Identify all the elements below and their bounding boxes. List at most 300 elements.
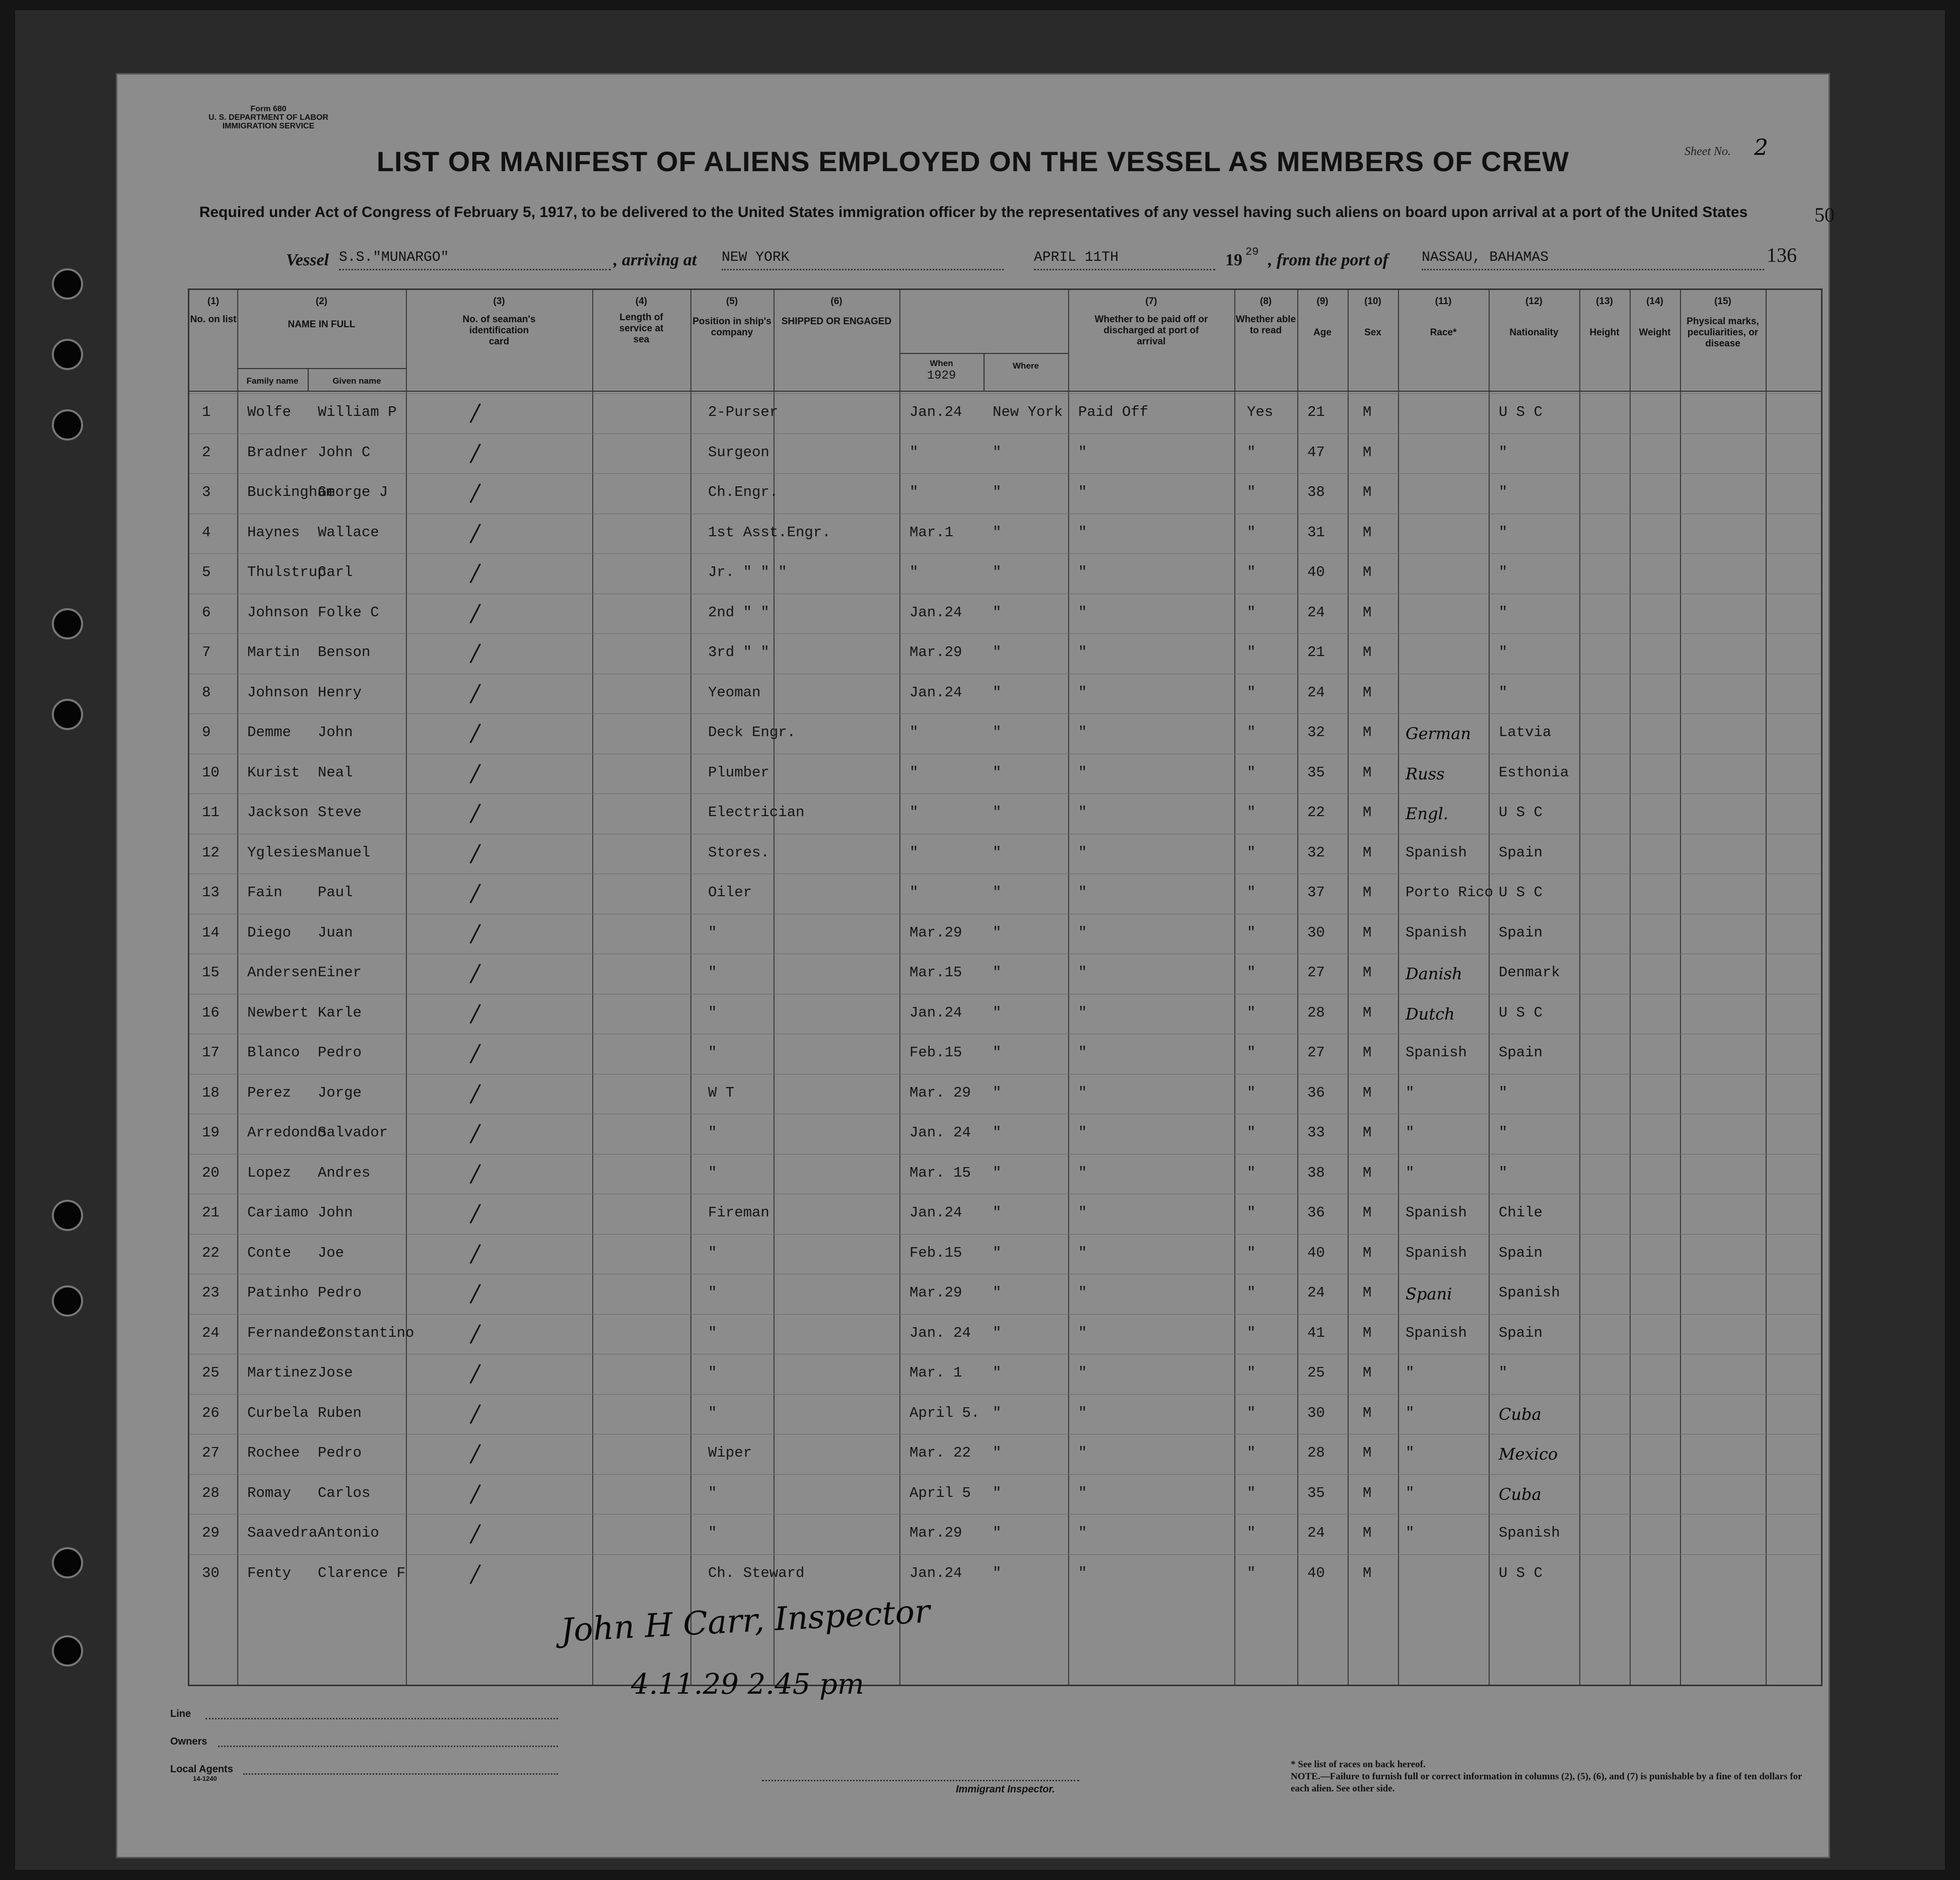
cell-family: Romay [247, 1484, 292, 1501]
cell-paid: " [1078, 844, 1087, 861]
cell-when: " [909, 804, 919, 821]
cell-when: Mar.1 [909, 524, 954, 541]
header-family: Family name [246, 376, 299, 386]
cell-where: " [993, 964, 1002, 981]
cell-nat: " [1499, 644, 1508, 661]
cell-paid: " [1078, 1084, 1087, 1101]
cell-read: " [1247, 884, 1256, 901]
cell-where: " [993, 1004, 1002, 1021]
service: IMMIGRATION SERVICE [222, 122, 315, 130]
cell-family: Johnson [247, 684, 309, 701]
cell-pos: " [708, 1484, 717, 1501]
year-suffix: 29 [1245, 246, 1259, 258]
binder-hole [52, 339, 83, 370]
cell-race: Spanish [1406, 924, 1467, 941]
table-row [189, 1474, 1821, 1514]
cell-paid: " [1078, 1004, 1087, 1021]
cell-where: " [993, 444, 1002, 461]
cell-pos: Electrician [708, 804, 805, 821]
cell-no: 5 [202, 564, 211, 581]
cell-where: " [993, 844, 1002, 861]
cell-read: " [1247, 844, 1256, 861]
cell-no: 20 [202, 1164, 220, 1181]
cell-age: 38 [1307, 484, 1325, 500]
cell-given: John [318, 724, 353, 741]
cell-when: " [909, 884, 919, 901]
cell-pos: 2nd " " [708, 604, 769, 621]
cell-pos: " [708, 1364, 717, 1381]
card-check-mark: / [471, 679, 479, 706]
cell-where: " [993, 884, 1002, 901]
header-col12: (12) Nationality [1509, 296, 1559, 338]
cell-given: Neal [318, 764, 353, 781]
cell-age: 36 [1307, 1084, 1325, 1101]
table-row [189, 553, 1821, 594]
cell-read: " [1247, 564, 1256, 581]
cell-paid: " [1078, 1164, 1087, 1181]
cell-race: Spanish [1406, 1244, 1467, 1261]
cell-read: " [1247, 1164, 1256, 1181]
table-row [189, 874, 1821, 914]
cell-no: 9 [202, 724, 211, 741]
inspector-label: Immigrant Inspector. [956, 1784, 1055, 1795]
cell-sex: M [1363, 644, 1372, 661]
cell-given: John C [318, 444, 371, 461]
cell-race: " [1406, 1084, 1415, 1101]
cell-nat: Cuba [1499, 1404, 1542, 1424]
cell-sex: M [1363, 1004, 1372, 1021]
cell-family: Arredondo [247, 1124, 326, 1141]
cell-sex: M [1363, 684, 1372, 701]
cell-paid: " [1078, 684, 1087, 701]
crew-table [188, 288, 1823, 1686]
cell-given: Carlos [318, 1484, 371, 1501]
cell-given: Salvador [318, 1124, 388, 1141]
cell-paid: " [1078, 564, 1087, 581]
table-row [189, 834, 1821, 874]
cell-no: 8 [202, 684, 211, 701]
card-check-mark: / [471, 399, 479, 426]
card-check-mark: / [471, 959, 479, 986]
table-row [189, 1354, 1821, 1394]
cell-given: Constantino [318, 1324, 414, 1341]
cell-given: John [318, 1204, 353, 1221]
table-row [189, 754, 1821, 794]
cell-where: " [993, 1124, 1002, 1141]
cell-no: 3 [202, 484, 211, 500]
header-col5: (5) Position in ship's company [692, 296, 772, 338]
cell-when: Jan. 24 [909, 1124, 971, 1141]
cell-race: Spanish [1406, 1204, 1467, 1221]
cell-paid: " [1078, 1044, 1087, 1061]
cell-race: Spanish [1406, 1044, 1467, 1061]
card-check-mark: / [471, 919, 479, 947]
cell-paid: " [1078, 1444, 1087, 1461]
card-check-mark: / [471, 599, 479, 626]
cell-given: Wallace [318, 524, 379, 541]
department: U. S. DEPARTMENT OF LABOR [208, 113, 328, 122]
cell-race: Spani [1406, 1284, 1452, 1304]
cell-age: 24 [1307, 1284, 1325, 1301]
cell-where: New York [993, 404, 1063, 420]
cell-given: Karle [318, 1004, 362, 1021]
cell-given: Pedro [318, 1444, 362, 1461]
cell-when: Mar.29 [909, 924, 962, 941]
line-label: Line [170, 1708, 191, 1719]
cell-when: Jan.24 [909, 684, 962, 701]
cell-paid: " [1078, 1204, 1087, 1221]
cell-when: Mar. 22 [909, 1444, 971, 1461]
cell-paid: " [1078, 804, 1087, 821]
cell-given: Paul [318, 884, 353, 901]
binder-hole [52, 1285, 83, 1317]
cell-pos: 2-Purser [708, 404, 779, 420]
cell-sex: M [1363, 444, 1372, 461]
cell-sex: M [1363, 1084, 1372, 1101]
cell-nat: " [1499, 444, 1508, 461]
binder-hole [52, 699, 83, 730]
cell-race: " [1406, 1124, 1415, 1141]
from-label: , from the port of [1268, 251, 1388, 269]
cell-read: " [1247, 1444, 1256, 1461]
cell-sex: M [1363, 484, 1372, 500]
cell-nat: Spain [1499, 844, 1543, 861]
cell-sex: M [1363, 564, 1372, 581]
cell-nat: " [1499, 1124, 1508, 1141]
table-row [189, 1274, 1821, 1314]
card-check-mark: / [471, 1520, 479, 1547]
cell-sex: M [1363, 764, 1372, 781]
cell-age: 40 [1307, 564, 1325, 581]
cell-sex: M [1363, 524, 1372, 541]
cell-paid: " [1078, 964, 1087, 981]
cell-nat: Spain [1499, 1044, 1543, 1061]
cell-pos: Oiler [708, 884, 752, 901]
cell-sex: M [1363, 924, 1372, 941]
cell-when: Jan. 24 [909, 1324, 971, 1341]
cell-sex: M [1363, 964, 1372, 981]
cell-where: " [993, 1364, 1002, 1381]
cell-where: " [993, 1284, 1002, 1301]
cell-pos: Fireman [708, 1204, 769, 1221]
card-check-mark: / [471, 999, 479, 1027]
cell-nat: Latvia [1499, 724, 1552, 741]
cell-pos: " [708, 1284, 717, 1301]
manifest-sheet [116, 73, 1835, 1858]
cell-nat: " [1499, 564, 1508, 581]
cell-nat: Cuba [1499, 1484, 1542, 1504]
cell-sex: M [1363, 1364, 1372, 1381]
cell-given: Carl [318, 564, 353, 581]
cell-age: 41 [1307, 1324, 1325, 1341]
cell-race: Spanish [1406, 1324, 1467, 1341]
footnote [1291, 1759, 1804, 1795]
cell-read: " [1247, 1204, 1256, 1221]
cell-age: 30 [1307, 1404, 1325, 1421]
cell-pos: " [708, 1004, 717, 1021]
cell-read: " [1247, 1484, 1256, 1501]
cell-where: " [993, 1204, 1002, 1221]
cell-age: 38 [1307, 1164, 1325, 1181]
header-col6: (6) SHIPPED OR ENGAGED [781, 296, 892, 327]
cell-no: 29 [202, 1525, 220, 1541]
cell-family: Fernandez [247, 1324, 326, 1341]
cell-read: " [1247, 924, 1256, 941]
table-row [189, 954, 1821, 994]
cell-nat: " [1499, 604, 1508, 621]
card-check-mark: / [471, 1239, 479, 1267]
cell-read: Yes [1247, 404, 1274, 420]
cell-race: Porto Rico [1406, 884, 1494, 901]
cell-when: Feb.15 [909, 1244, 962, 1261]
cell-given: William P [318, 404, 397, 420]
table-row [189, 1434, 1821, 1474]
cell-where: " [993, 644, 1002, 661]
card-check-mark: / [471, 879, 479, 906]
cell-race: Danish [1406, 964, 1462, 983]
cell-read: " [1247, 1364, 1256, 1381]
cell-when: " [909, 844, 919, 861]
cell-family: Kurist [247, 764, 300, 781]
cell-read: " [1247, 1044, 1256, 1061]
cell-paid: " [1078, 764, 1087, 781]
header-col4: (4) Length of service at sea [619, 296, 664, 345]
cell-when: Mar.15 [909, 964, 962, 981]
table-row [189, 1514, 1821, 1554]
page-number: 136 [1767, 244, 1797, 266]
cell-nat: Spanish [1499, 1284, 1560, 1301]
cell-read: " [1247, 1284, 1256, 1301]
cell-pos: Yeoman [708, 684, 761, 701]
cell-sex: M [1363, 404, 1372, 420]
cell-pos: " [708, 964, 717, 981]
cell-no: 30 [202, 1564, 220, 1581]
table-row [189, 1194, 1821, 1234]
cell-race: " [1406, 1444, 1415, 1461]
cell-paid: Paid Off [1078, 404, 1149, 420]
cell-given: Steve [318, 804, 362, 821]
header-given: Given name [332, 376, 381, 386]
cell-read: " [1247, 764, 1256, 781]
card-check-mark: / [471, 1199, 479, 1226]
table-row [189, 1394, 1821, 1434]
table-row [189, 633, 1821, 674]
card-check-mark: / [471, 639, 479, 666]
cell-when: Jan.24 [909, 604, 962, 621]
cell-age: 24 [1307, 604, 1325, 621]
cell-nat: " [1499, 684, 1508, 701]
card-check-mark: / [471, 1359, 479, 1387]
cell-sex: M [1363, 1444, 1372, 1461]
cell-when: Mar.29 [909, 1525, 962, 1541]
arrival-port: NEW YORK [722, 250, 1004, 270]
cell-family: Wolfe [247, 404, 292, 420]
cell-race: Dutch [1406, 1004, 1455, 1024]
cell-age: 35 [1307, 1484, 1325, 1501]
cell-age: 32 [1307, 724, 1325, 741]
table-row [189, 674, 1821, 714]
cell-family: Newbert [247, 1004, 309, 1021]
cell-read: " [1247, 1404, 1256, 1421]
cell-read: " [1247, 1084, 1256, 1101]
cell-nat: Spain [1499, 924, 1543, 941]
cell-where: " [993, 1244, 1002, 1261]
cell-no: 27 [202, 1444, 220, 1461]
cell-read: " [1247, 964, 1256, 981]
cell-no: 22 [202, 1244, 220, 1261]
cell-family: Martin [247, 644, 300, 661]
cell-where: " [993, 604, 1002, 621]
cell-nat: " [1499, 484, 1508, 500]
cell-pos: Jr. " " " [708, 564, 787, 581]
cell-family: Conte [247, 1244, 292, 1261]
cell-no: 24 [202, 1324, 220, 1341]
card-check-mark: / [471, 1039, 479, 1066]
cell-read: " [1247, 524, 1256, 541]
header-col15: (15) Physical marks, peculiarities, or disease [1687, 296, 1759, 349]
cell-no: 25 [202, 1364, 220, 1381]
form-number: Form 680 [250, 105, 287, 113]
cell-family: Andersen [247, 964, 318, 981]
cell-given: Juan [318, 924, 353, 941]
cell-age: 21 [1307, 404, 1325, 420]
sheet-label: Sheet No. [1685, 145, 1731, 158]
card-check-mark: / [471, 479, 479, 506]
cell-nat: Spain [1499, 1244, 1543, 1261]
cell-where: " [993, 1324, 1002, 1341]
cell-no: 16 [202, 1004, 220, 1021]
cell-when: April 5. [909, 1404, 980, 1421]
cell-family: Jackson [247, 804, 309, 821]
card-check-mark: / [471, 1159, 479, 1187]
cell-read: " [1247, 1004, 1256, 1021]
cell-nat: U S C [1499, 1004, 1543, 1021]
cell-where: " [993, 1564, 1002, 1581]
cell-read: " [1247, 1564, 1256, 1581]
cell-when: Feb.15 [909, 1044, 962, 1061]
cell-given: Pedro [318, 1284, 362, 1301]
binder-hole [52, 1547, 83, 1578]
cell-pos: Wiper [708, 1444, 752, 1461]
card-check-mark: / [471, 1399, 479, 1427]
agents-label: Local Agents [170, 1764, 233, 1775]
table-row [189, 1234, 1821, 1274]
cell-read: " [1247, 724, 1256, 741]
cell-age: 30 [1307, 924, 1325, 941]
cell-family: Yglesies [247, 844, 318, 861]
cell-nat: U S C [1499, 1564, 1543, 1581]
cell-age: 35 [1307, 764, 1325, 781]
cell-paid: " [1078, 924, 1087, 941]
cell-when: Jan.24 [909, 1564, 962, 1581]
cell-paid: " [1078, 604, 1087, 621]
cell-nat: Spanish [1499, 1525, 1560, 1541]
cell-age: 32 [1307, 844, 1325, 861]
card-check-mark: / [471, 759, 479, 786]
cell-sex: M [1363, 1484, 1372, 1501]
card-check-mark: / [471, 1279, 479, 1307]
card-check-mark: / [471, 559, 479, 586]
binder-hole [52, 608, 83, 639]
cell-age: 33 [1307, 1124, 1325, 1141]
form-title: LIST OR MANIFEST OF ALIENS EMPLOYED ON THE VESSEL AS MEMBERS OF CREW [376, 146, 1570, 177]
cell-when: Jan.24 [909, 1204, 962, 1221]
table-row [189, 914, 1821, 954]
cell-paid: " [1078, 1484, 1087, 1501]
cell-given: Clarence F [318, 1564, 406, 1581]
cell-paid: " [1078, 444, 1087, 461]
header-col8: (8) Whether able to read [1235, 296, 1296, 336]
cell-given: Jose [318, 1364, 353, 1381]
table-row [189, 1114, 1821, 1154]
cell-nat: U S C [1499, 804, 1543, 821]
form-id-block [193, 105, 344, 130]
cell-given: Folke C [318, 604, 379, 621]
binder-hole [52, 268, 83, 300]
header-where: Where [1013, 361, 1039, 371]
binder-hole [52, 409, 83, 441]
cell-family: Blanco [247, 1044, 300, 1061]
header-col3: (3) No. of seaman's identification card [462, 296, 536, 347]
cell-read: " [1247, 644, 1256, 661]
cell-pos: " [708, 924, 717, 941]
cell-where: " [993, 524, 1002, 541]
cell-given: Antonio [318, 1525, 379, 1541]
header-when: When 1929 [927, 358, 956, 383]
cell-pos: 1st Asst.Engr. [708, 524, 831, 541]
cell-nat: Esthonia [1499, 764, 1569, 781]
cell-pos: " [708, 1404, 717, 1421]
cell-sex: M [1363, 1525, 1372, 1541]
header-col1: (1) No. on list [190, 296, 237, 325]
cell-where: " [993, 724, 1002, 741]
cell-no: 2 [202, 444, 211, 461]
cell-paid: " [1078, 1284, 1087, 1301]
header-col11: (11) Race* [1430, 296, 1457, 338]
cell-pos: W T [708, 1084, 735, 1101]
signature-date: 4.11.29 2.45 pm [631, 1668, 864, 1701]
cell-where: " [993, 484, 1002, 500]
cell-family: Diego [247, 924, 292, 941]
cell-when: " [909, 764, 919, 781]
cell-paid: " [1078, 1124, 1087, 1141]
cell-where: " [993, 1044, 1002, 1061]
cell-race: " [1406, 1164, 1415, 1181]
cell-read: " [1247, 444, 1256, 461]
cell-when: " [909, 564, 919, 581]
cell-age: 40 [1307, 1244, 1325, 1261]
card-check-mark: / [471, 1439, 479, 1467]
cell-where: " [993, 1444, 1002, 1461]
cell-race: Spanish [1406, 844, 1467, 861]
sheet-value: 2 [1754, 135, 1768, 161]
table-row [189, 994, 1821, 1034]
table-row [189, 514, 1821, 554]
cell-where: " [993, 564, 1002, 581]
cell-family: Bradner [247, 444, 309, 461]
cell-race: " [1406, 1525, 1415, 1541]
table-row [189, 1314, 1821, 1354]
cell-family: Perez [247, 1084, 292, 1101]
card-check-mark: / [471, 839, 479, 866]
cell-where: " [993, 684, 1002, 701]
card-check-mark: / [471, 719, 479, 746]
cell-pos: " [708, 1044, 717, 1061]
cell-age: 24 [1307, 684, 1325, 701]
cell-nat: " [1499, 1164, 1508, 1181]
cell-no: 17 [202, 1044, 220, 1061]
cell-age: 27 [1307, 1044, 1325, 1061]
